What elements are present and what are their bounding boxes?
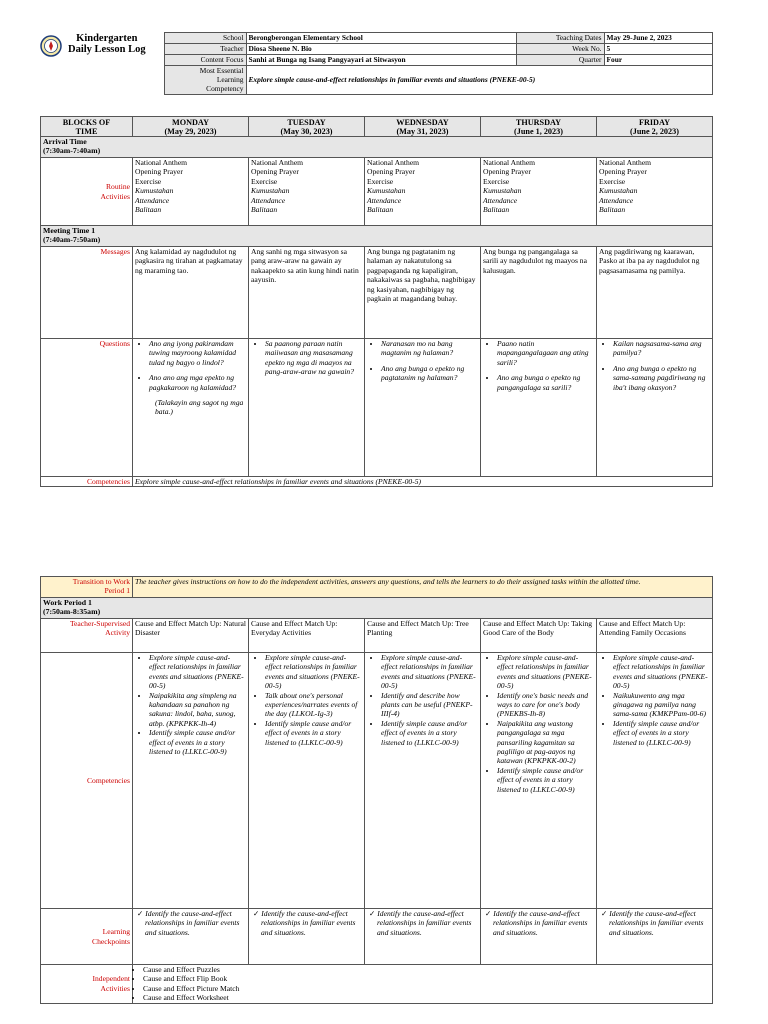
wednesday-header: WEDNESDAY (May 31, 2023) [365, 117, 481, 137]
routine-item: Balitaan [135, 205, 162, 215]
question-item: • Kailan nagsasama-sama ang pamilya? [613, 339, 710, 358]
week-label: Week No. [516, 44, 604, 55]
tsa-monday: Cause and Effect Match Up: Natural Disaster [133, 619, 249, 653]
checkpoint-list [483, 909, 594, 937]
routine-item: Attendance [251, 195, 286, 205]
checkpoint-friday [597, 909, 713, 965]
transition-row [41, 577, 713, 598]
monday-header: MONDAY (May 29, 2023) [133, 117, 249, 137]
routine-cell [597, 158, 713, 226]
questions-thursday [481, 339, 597, 477]
routine-item: Exercise [599, 176, 626, 186]
tsa-thursday: Cause and Effect Match Up: Taking Good Care of the Body [481, 619, 597, 653]
routine-item: National Anthem [135, 158, 188, 167]
doc-title-line1: Kindergarten [76, 32, 138, 44]
routine-item: Kumustahan [251, 186, 290, 196]
work-competencies-tuesday [249, 653, 365, 909]
questions-label: Questions [41, 339, 133, 477]
competency-item: • Naipakikita ang wastong pangangalaga sa mga pansariling kagamitan sa pagliligo at pag-aayos ng katawan (KPKPKK-00-2) [497, 719, 594, 766]
routine-cell [249, 158, 365, 226]
competency-item: • Explore simple cause-and-effect relationships in familiar events and situations (PNEKE-00-5) [381, 653, 478, 691]
questions-tuesday [249, 339, 365, 477]
independent-activity-item: • Cause and Effect Picture Match [143, 984, 710, 993]
competency-item: • Identify one's basic needs and ways to care for one's body (PNEKBS-Ih-8) [497, 691, 594, 719]
messages-row [41, 247, 713, 339]
week-value: 5 [604, 44, 712, 55]
checkpoint-thursday [481, 909, 597, 965]
tsa-friday: Cause and Effect Match Up: Attending Family Occasions [597, 619, 713, 653]
melc-label-line2: Learning [216, 75, 244, 84]
routine-item: National Anthem [483, 158, 536, 167]
deped-seal-icon [40, 35, 62, 57]
teacher-value: Diosa Sheene N. Bio [246, 44, 516, 55]
competencies-value: Explore simple cause-and-effect relationships in familiar events and situations (PNEKE-00-5) [133, 477, 713, 487]
content-focus-value: Sanhi at Bunga ng Isang Pangyayari at Sitwasyon [246, 55, 516, 66]
melc-value: Explore simple cause-and-effect relationships in familiar events and situations (PNEKE-00-5) [246, 66, 712, 95]
competencies-list [251, 653, 362, 747]
question-item: • Ano ang iyong pakiramdam tuwing mayroong kalamidad tulad ng bagyo o lindol? [149, 339, 246, 367]
content-focus-label: Content Focus [164, 55, 246, 66]
quarter-label: Quarter [516, 55, 604, 66]
routine-item: Opening Prayer [599, 167, 647, 177]
routine-item: Exercise [251, 176, 278, 186]
blocks-of-time-header: BLOCKS OF TIME [41, 117, 133, 137]
checkpoint-list [135, 909, 246, 937]
competency-item: • Explore simple cause-and-effect relationships in familiar events and situations (PNEKE-00-5) [613, 653, 710, 691]
checkpoint-list [599, 909, 710, 937]
routine-activities-row [41, 158, 713, 226]
independent-activity-item: • Cause and Effect Worksheet [143, 993, 710, 1002]
message-monday: Ang kalamidad ay nagdudulot ng pagkasira ng tirahan at pagkamatay ng maraming tao. [133, 247, 249, 339]
routine-label: Routine Activities [41, 158, 133, 226]
questions-list [135, 339, 246, 392]
melc-label-line3: Competency [206, 84, 244, 93]
questions-friday [597, 339, 713, 477]
competency-item: • Identify simple cause and/or effect of events in a story listened to (LLKLC-00-9) [149, 728, 246, 756]
questions-list [599, 339, 710, 392]
routine-item: Balitaan [367, 205, 394, 215]
routine-item: Kumustahan [599, 186, 638, 196]
routine-cell [133, 158, 249, 226]
competency-item: • Identify simple cause and/or effect of events in a story listened to (LLKLC-00-9) [613, 719, 710, 747]
independent-activities-list [133, 965, 713, 1004]
routine-item: Kumustahan [135, 186, 174, 196]
checkpoint-item: ✓ Identify the cause-and-effect relationships in familiar events and situations. [609, 909, 710, 937]
routine-cell [481, 158, 597, 226]
routine-item: National Anthem [251, 158, 304, 167]
competency-item: • Naikukuwento ang mga ginagawa ng pamilya nang sama-sama (KMKPPam-00-6) [613, 691, 710, 719]
discussion-note: (Talakayin ang sagot ng mga bata.) [155, 398, 244, 417]
questions-list [367, 339, 478, 383]
checkpoint-monday [133, 909, 249, 965]
independent-label: Independent Activities [41, 965, 133, 1004]
messages-label: Messages [41, 247, 133, 339]
message-tuesday: Ang sanhi ng mga sitwasyon sa pang araw-araw na gawain ay nakaapekto sa atin kung hindi natin aayusin. [249, 247, 365, 339]
routine-item: Exercise [135, 176, 162, 186]
questions-list [251, 339, 362, 377]
routine-item: Balitaan [251, 205, 278, 215]
question-item: • Paano natin mapangangalagaan ang ating sarili? [497, 339, 594, 367]
thursday-header: THURSDAY (June 1, 2023) [481, 117, 597, 137]
checkpoint-item: ✓ Identify the cause-and-effect relationships in familiar events and situations. [261, 909, 362, 937]
message-friday: Ang pagdiriwang ng kaarawan, Pasko at iba pa ay nagdudulot ng pagsasamasama ng pamilya. [597, 247, 713, 339]
dates-value: May 29-June 2, 2023 [604, 33, 712, 44]
routine-item: Opening Prayer [251, 167, 299, 177]
questions-wednesday [365, 339, 481, 477]
competencies-list [135, 653, 246, 756]
message-wednesday: Ang bunga ng pagtatanim ng halaman ay nakatutulong sa pagpapaganda ng kapaligiran, nakakaiwas sa pagbaha, nagbibigay ng kasiyahan, nagbibigay ng pagkain at magandang buhay. [365, 247, 481, 339]
questions-monday [133, 339, 249, 477]
independent-activities-row [41, 965, 713, 1004]
checkpoints-label: Learning Checkpoints [41, 909, 133, 965]
question-item: • Ano ano ang mga epekto ng pagkakaroon ng kalamidad? [149, 373, 246, 392]
competency-item: • Identify simple cause and/or effect of events in a story listened to (LLKLC-00-9) [265, 719, 362, 747]
checkpoint-tuesday [249, 909, 365, 965]
competency-item: • Explore simple cause-and-effect relationships in familiar events and situations (PNEKE-00-5) [149, 653, 246, 691]
competency-item: • Naipakikita ang simpleng na kahandaan sa panahon ng sakuna: lindol, baha, sunog, atbp. (KPKPKK-Ih-4) [149, 691, 246, 729]
checkpoint-item: ✓ Identify the cause-and-effect relationships in familiar events and situations. [145, 909, 246, 937]
friday-header: FRIDAY (June 2, 2023) [597, 117, 713, 137]
question-item: • Ano ang bunga o epekto ng pangangalaga sa sarili? [497, 373, 594, 392]
checkpoint-wednesday [365, 909, 481, 965]
school-label: School [164, 33, 246, 44]
question-item: • Ano ang bunga o epekto ng pagtatanim ng halaman? [381, 364, 478, 383]
melc-label-line1: Most Essential [199, 66, 244, 75]
work-period-row: Work Period 1 (7:50am-8:35am) [41, 598, 713, 619]
question-item: • Naranasan mo na bang magtanim ng halaman? [381, 339, 478, 358]
independent-list [135, 965, 710, 1003]
melc-label [164, 66, 246, 95]
work-competencies-monday [133, 653, 249, 909]
routine-item: Attendance [367, 195, 402, 205]
competency-item: • Explore simple cause-and-effect relationships in familiar events and situations (PNEKE-00-5) [265, 653, 362, 691]
work-competencies-friday [597, 653, 713, 909]
arrival-time-row: Arrival Time (7:30am-7:40am) [41, 137, 713, 158]
routine-item: National Anthem [367, 158, 420, 167]
competencies-label: Competencies [41, 477, 133, 487]
independent-activity-item: • Cause and Effect Flip Book [143, 974, 710, 983]
competencies-row [41, 477, 713, 487]
question-item: • Ano ang bunga o epekto ng sama-samang pagdiriwang ng iba't ibang okasyon? [613, 364, 710, 392]
routine-item: Opening Prayer [135, 167, 183, 177]
transition-text: The teacher gives instructions on how to do the independent activities, answers any questions, and tells the learners to do their assigned tasks within the allotted time. [133, 577, 713, 598]
checkpoints-row [41, 909, 713, 965]
checkpoint-list [367, 909, 478, 937]
question-item: • Sa paanong paraan natin maiiwasan ang masasamang epekto ng mga di maayos na pang-araw-araw na gawain? [265, 339, 362, 377]
routine-item: Opening Prayer [367, 167, 415, 177]
competency-item: • Talk about one's personal experiences/narrates events of the day (LLKOL-Ig-3) [265, 691, 362, 719]
tsa-label: Teacher-Supervised Activity [41, 619, 133, 653]
checkpoint-item: ✓ Identify the cause-and-effect relationships in familiar events and situations. [377, 909, 478, 937]
meeting-time-row: Meeting Time 1 (7:40am-7:50am) [41, 226, 713, 247]
questions-list [483, 339, 594, 392]
dates-label: Teaching Dates [516, 33, 604, 44]
work-competencies-thursday [481, 653, 597, 909]
teacher-supervised-row [41, 619, 713, 653]
teacher-label: Teacher [164, 44, 246, 55]
competencies-list [483, 653, 594, 794]
routine-item: Exercise [367, 176, 394, 186]
school-value: Berongberongan Elementary School [246, 33, 516, 44]
routine-item: Exercise [483, 176, 510, 186]
competency-item: • Identify simple cause and/or effect of events in a story listened to (LLKLC-00-9) [381, 719, 478, 747]
tsa-tuesday: Cause and Effect Match Up: Everyday Activities [249, 619, 365, 653]
competencies-list [599, 653, 710, 747]
routine-item: Attendance [599, 195, 634, 205]
quarter-value: Four [604, 55, 712, 66]
routine-item: Opening Prayer [483, 167, 531, 177]
routine-item: Balitaan [483, 205, 510, 215]
routine-item: Kumustahan [367, 186, 406, 196]
competency-item: • Explore simple cause-and-effect relationships in familiar events and situations (PNEKE-00-5) [497, 653, 594, 691]
tuesday-header: TUESDAY (May 30, 2023) [249, 117, 365, 137]
work-competencies-label: Competencies [41, 653, 133, 909]
questions-row [41, 339, 713, 477]
tsa-wednesday: Cause and Effect Match Up: Tree Planting [365, 619, 481, 653]
school-logo-title [40, 33, 164, 95]
checkpoint-list [251, 909, 362, 937]
routine-item: Attendance [135, 195, 170, 205]
work-competencies-row [41, 653, 713, 909]
competency-item: • Identify and describe how plants can be useful (PNEKP-IIIf-4) [381, 691, 478, 719]
day-header-row [41, 117, 713, 137]
work-competencies-wednesday [365, 653, 481, 909]
competencies-list [367, 653, 478, 747]
routine-item: Balitaan [599, 205, 626, 215]
competency-item: • Identify simple cause and/or effect of events in a story listened to (LLKLC-00-9) [497, 766, 594, 794]
independent-activity-item: • Cause and Effect Puzzles [143, 965, 710, 974]
routine-cell [365, 158, 481, 226]
routine-item: Kumustahan [483, 186, 522, 196]
transition-label: Transition to Work Period 1 [41, 577, 133, 598]
routine-item: Attendance [483, 195, 518, 205]
checkpoint-item: ✓ Identify the cause-and-effect relationships in familiar events and situations. [493, 909, 594, 937]
doc-title-line2: Daily Lesson Log [68, 43, 146, 55]
message-thursday: Ang bunga ng pangangalaga sa sarili ay nagdudulot ng maayos na kalusugan. [481, 247, 597, 339]
routine-item: National Anthem [599, 158, 652, 167]
